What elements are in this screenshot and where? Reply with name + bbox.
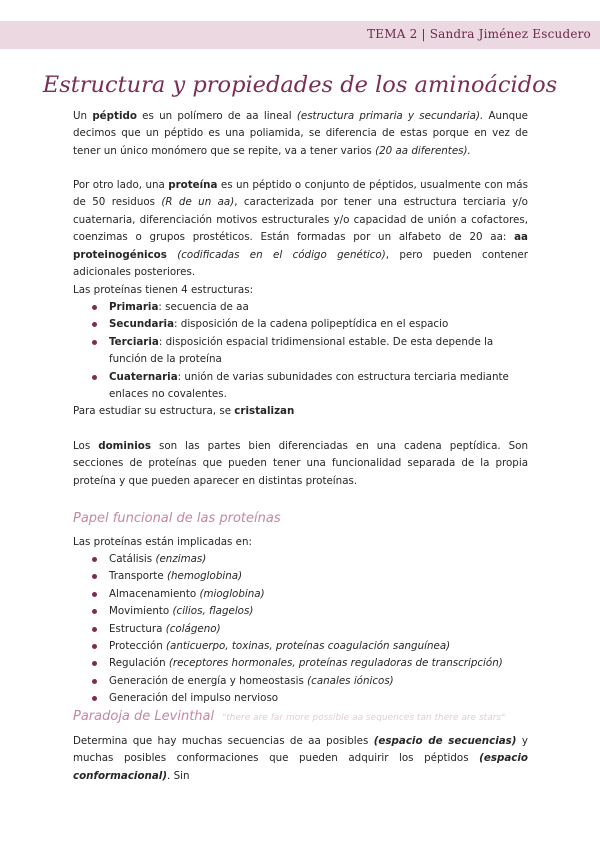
list-item: Generación del impulso nervioso <box>73 690 528 707</box>
list-item: Almacenamiento (mioglobina) <box>73 586 528 603</box>
header-separator: | <box>421 27 426 41</box>
list-item: Catálisis (enzimas) <box>73 551 528 568</box>
levinthal-quote: "there are far more possible aa sequences tan there are stars" <box>222 713 506 723</box>
list-item: Estructura (colágeno) <box>73 621 528 638</box>
list-item: Terciaria: disposición espacial tridimensional estable. De esta depende la función de la proteína <box>73 334 528 369</box>
section-title-levinthal: Paradoja de Levinthal "there are far more possible aa sequences tan there are stars" <box>73 709 506 724</box>
page-title: Estructura y propiedades de los aminoácidos <box>42 72 558 98</box>
header-tema: TEMA 2 <box>367 27 418 41</box>
papel-intro: Las proteínas están implicadas en: <box>73 536 253 548</box>
term-peptido: péptido <box>92 110 137 122</box>
list-item: Secundaria: disposición de la cadena polipeptídica en el espacio <box>73 316 528 333</box>
term-proteina: proteína <box>168 179 218 191</box>
header-author: Sandra Jiménez Escudero <box>429 27 591 41</box>
term-cristalizan: cristalizan <box>234 405 295 417</box>
term-espacio-secuencias: (espacio de secuencias) <box>373 735 517 747</box>
levinthal-paragraph: Determina que hay muchas secuencias de aa posibles (espacio de secuencias) y muchas posibles conformaciones que pueden adquirir los péptidos (espacio conformacional). Sin <box>73 735 528 782</box>
papel-list <box>73 551 528 708</box>
list-item: Movimiento (cilios, flagelos) <box>73 603 528 620</box>
estructuras-intro: Las proteínas tienen 4 estructuras: <box>73 284 254 296</box>
term-aa-proteinogenicos: aa proteinogénicos <box>73 231 528 261</box>
dominios-paragraph: Los dominios son las partes bien diferenciadas en una cadena peptídica. Son secciones de proteínas que pueden tener una funcionalidad separada de la propia proteína y que pueden aparecer en distintas proteínas. <box>73 440 528 487</box>
section-title-papel: Papel funcional de las proteínas <box>73 511 281 526</box>
term-dominios: dominios <box>98 440 151 452</box>
estructuras-outro: Para estudiar su estructura, se cristalizan <box>73 405 295 417</box>
list-item: Protección (anticuerpo, toxinas, proteínas coagulación sanguínea) <box>73 638 528 655</box>
proteina-paragraph: Por otro lado, una proteína es un péptido o conjunto de péptidos, usualmente con más de 50 residuos (R de un aa), caracterizada por tener una estructura terciaria y/o cuaternaria, diferenciación motivos estructurales y/o capacidad de unión a cofactores, coenzimas o grupos prostéticos. Están formadas por un alfabeto de 20 aa: aa proteinogénicos (codificadas en el código genético), pero pueden contener adicionales posteriores. <box>73 179 528 279</box>
page-header <box>0 21 600 51</box>
list-item: Primaria: secuencia de aa <box>73 299 528 316</box>
list-item: Regulación (receptores hormonales, proteínas reguladoras de transcripción) <box>73 655 528 672</box>
list-item: Transporte (hemoglobina) <box>73 568 528 585</box>
peptido-paragraph: Un péptido es un polímero de aa lineal (estructura primaria y secundaria). Aunque decimos que un péptido es una poliamida, se diferencia de estas porque en vez de tener un único monómero que se repite, va a tener varios (20 aa diferentes). <box>73 110 528 157</box>
list-item: Cuaternaria: unión de varias subunidades con estructura terciaria mediante enlaces no covalentes. <box>73 369 528 404</box>
header-text <box>367 27 591 41</box>
term-espacio-conformacional: (espacio conformacional) <box>73 752 528 782</box>
estructuras-list <box>73 299 528 403</box>
list-item: Generación de energía y homeostasis (canales iónicos) <box>73 673 528 690</box>
